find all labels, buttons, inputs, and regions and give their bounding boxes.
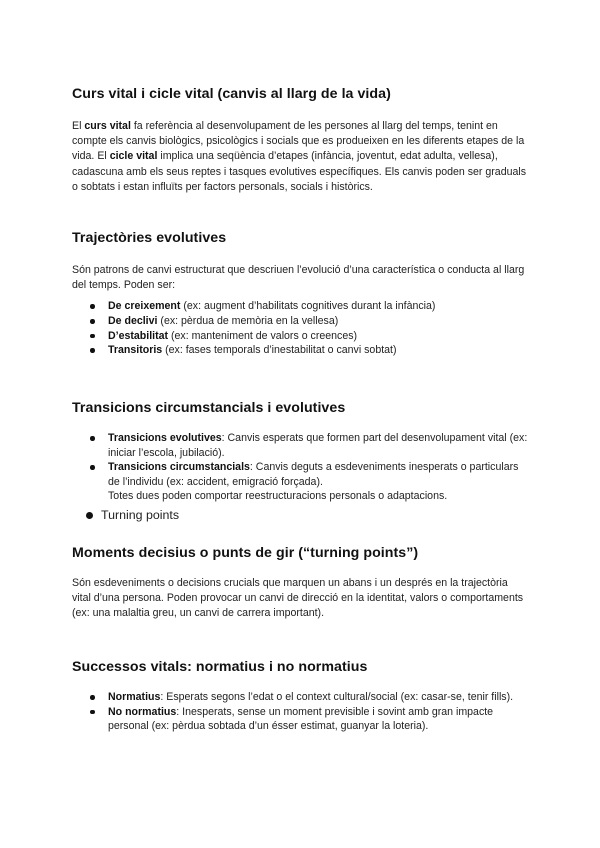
section-title: Successos vitals: normatius i no normatius xyxy=(72,659,368,675)
events-list xyxy=(72,690,528,734)
section-curs-vital xyxy=(72,86,528,195)
trajectory-list xyxy=(72,299,528,357)
term: De creixement xyxy=(108,300,181,313)
list-item-turning-points: Turning points xyxy=(72,507,179,523)
paragraph xyxy=(72,119,528,195)
list-item xyxy=(72,343,528,358)
list-item xyxy=(72,314,528,329)
text: fa referència al desenvolupament de les persones al llarg del temps, tenint en compte els canvis biològics, psicològics i socials que es produeixen en les diferents etapes de la vida. El xyxy=(72,120,525,163)
section-successos-vitals xyxy=(72,659,528,734)
section-title: Curs vital i cicle vital (canvis al llarg de la vida) xyxy=(72,86,391,102)
section-title: Trajectòries evolutives xyxy=(72,230,227,246)
text: : Canvis esperats que formen part del desenvolupament vital (ex: iniciar l’escola, jubilació). xyxy=(108,432,528,459)
paragraph: Són esdeveniments o decisions crucials que marquen un abans i un després en la trajectòria vital d’una persona. Poden provocar un canvi de direcció en la identitat, valors o comportaments (ex: una malaltia greu, un canvi de carrera important). xyxy=(72,577,524,620)
term: Transitoris xyxy=(108,344,163,357)
text: (ex: fases temporals d’inestabilitat o canvi sobtat) xyxy=(162,344,397,357)
term: D’estabilitat xyxy=(108,329,169,342)
text: (ex: manteniment de valors o creences) xyxy=(168,329,358,342)
term: No normatius xyxy=(108,705,177,718)
term: Transicions evolutives xyxy=(108,432,222,444)
section-transicions xyxy=(72,400,528,504)
paragraph: Són patrons de canvi estructurat que descriuen l’evolució d’una característica o conducta al llarg del temps. Poden ser: xyxy=(72,264,525,292)
section-title: Moments decisius o punts de gir (“turning points”) xyxy=(72,545,419,561)
section-moments-decisius xyxy=(72,545,528,622)
transition-list xyxy=(72,431,528,504)
list-item xyxy=(72,431,528,460)
text: : Inesperats, sense un moment previsible i sovint amb gran impacte personal (ex: pèrdua sobtada d’un ésser estimat, guanyar la loteria). xyxy=(108,705,494,733)
list-item xyxy=(72,299,528,314)
text: implica una seqüència d’etapes (infància, joventut, edat adulta, vellesa), cadascuna amb els seus reptes i tasques evolutives específiques. Els canvis poden ser graduals o sobtats i estan influïts per factors personals, socials i històrics. xyxy=(72,150,527,193)
list-item xyxy=(72,705,528,734)
text: El xyxy=(72,120,85,132)
note: Totes dues poden comportar reestructuracions personals o adaptacions. xyxy=(108,490,448,503)
term: cicle vital xyxy=(109,150,158,163)
section-title: Transicions circumstancials i evolutives xyxy=(72,400,346,416)
text: (ex: augment d’habilitats cognitives durant la infància) xyxy=(180,300,436,313)
section-trajectories xyxy=(72,230,528,358)
text: (ex: pèrdua de memòria en la vellesa) xyxy=(157,315,339,327)
term: De declivi xyxy=(108,315,158,327)
list-item xyxy=(72,329,528,344)
term: Normatius xyxy=(108,691,161,703)
term: curs vital xyxy=(84,120,131,132)
text: : Esperats segons l’edat o el context cultural/social (ex: casar-se, tenir fills). xyxy=(160,691,514,703)
text: : Canvis deguts a esdeveniments inesperats o particulars de l’individu (ex: accident, emigració forçada). xyxy=(108,461,519,488)
list-item xyxy=(72,690,528,705)
term: Transicions circumstancials xyxy=(108,461,250,474)
list-item xyxy=(72,460,528,504)
